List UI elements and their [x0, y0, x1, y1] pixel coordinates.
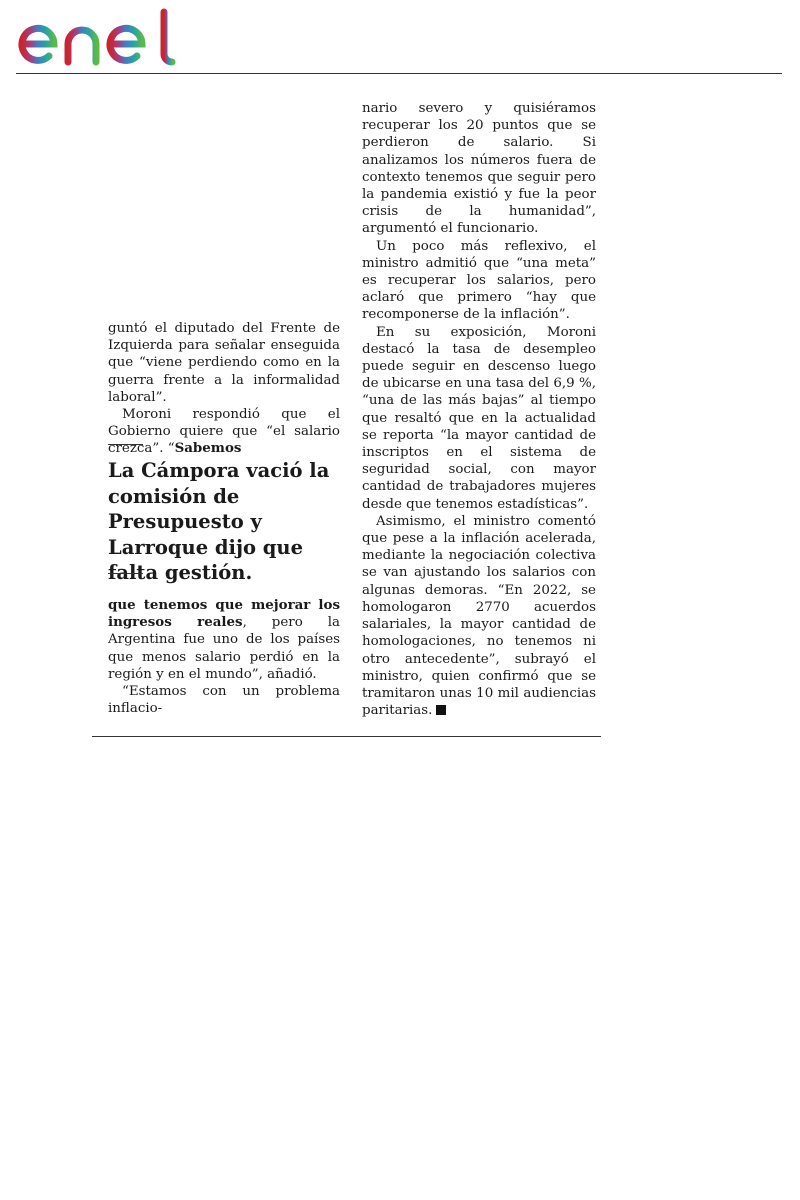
paragraph — [108, 406, 340, 458]
paragraph — [108, 597, 340, 683]
article-bottom-divider — [92, 736, 601, 737]
paragraph-bold-text: Sabemos — [174, 440, 242, 457]
left-column-bottom — [108, 597, 340, 717]
paragraph: nario severo y quisiéramos recuperar los 20 puntos que se perdieron de salario. Si analizamos los números fuera de contexto tenemos que seguir pero la pandemia existió y fue la peor crisis de la humanidad”, argumentó el funcionario. — [362, 101, 596, 237]
paragraph-text: , pero la Argentina fue uno de los países que menos salario perdió en la región y en el mundo”, añadió. — [108, 615, 341, 682]
paragraph: En su exposición, Moroni destacó la tasa de desempleo puede seguir en descenso luego de ubicarse en una tasa del 6,9 %, “una de las más bajas” al tiempo que resaltó que en la actualidad se reporta “la mayor cantidad de inscriptos en el sistema de seguridad social, con mayor cantidad de trabajadores mujeres desde que tenemos estadísticas”. — [362, 324, 596, 512]
paragraph-bold-text: que tenemos que mejorar los ingresos reales — [108, 597, 340, 631]
paragraph: Un poco más reflexivo, el ministro admitió que “una meta” es recuperar los salarios, pero aclaró que primero “hay que recomponerse de la inflación”. — [362, 238, 596, 323]
left-column-top — [108, 320, 340, 458]
pullquote-rule-top — [108, 444, 143, 445]
paragraph — [362, 513, 596, 719]
paragraph-text: Moroni respondió que el Gobierno quiere que “el salario crezca”. “ — [108, 407, 340, 457]
pullquote: La Cámpora vació la comisión de Presupuesto y Larroque dijo que falta gestión. — [108, 459, 330, 584]
header-divider — [16, 73, 782, 74]
pullquote-rule-bottom — [108, 573, 143, 574]
end-of-article-icon — [436, 705, 446, 715]
paragraph-text: Asimismo, el ministro comentó que pese a la inflación acelerada, mediante la negociación colectiva se van ajustando los salarios con algunas demoras. “En 2022, se homologaron 2770 acuerdos salariales, la mayor cantidad de homologaciones, no tenemos ni otro antecedente”, subrayó el ministro, quien confirmó que se tramitaron unas 10 mil audiencias paritarias. — [362, 513, 596, 719]
paragraph: guntó el diputado del Frente de Izquierda para señalar enseguida que “viene perdiendo como en la guerra frente a la informalidad laboral”. — [108, 321, 340, 405]
enel-logo — [16, 6, 176, 68]
right-column — [362, 100, 596, 719]
paragraph: “Estamos con un problema inflacio- — [108, 684, 340, 717]
